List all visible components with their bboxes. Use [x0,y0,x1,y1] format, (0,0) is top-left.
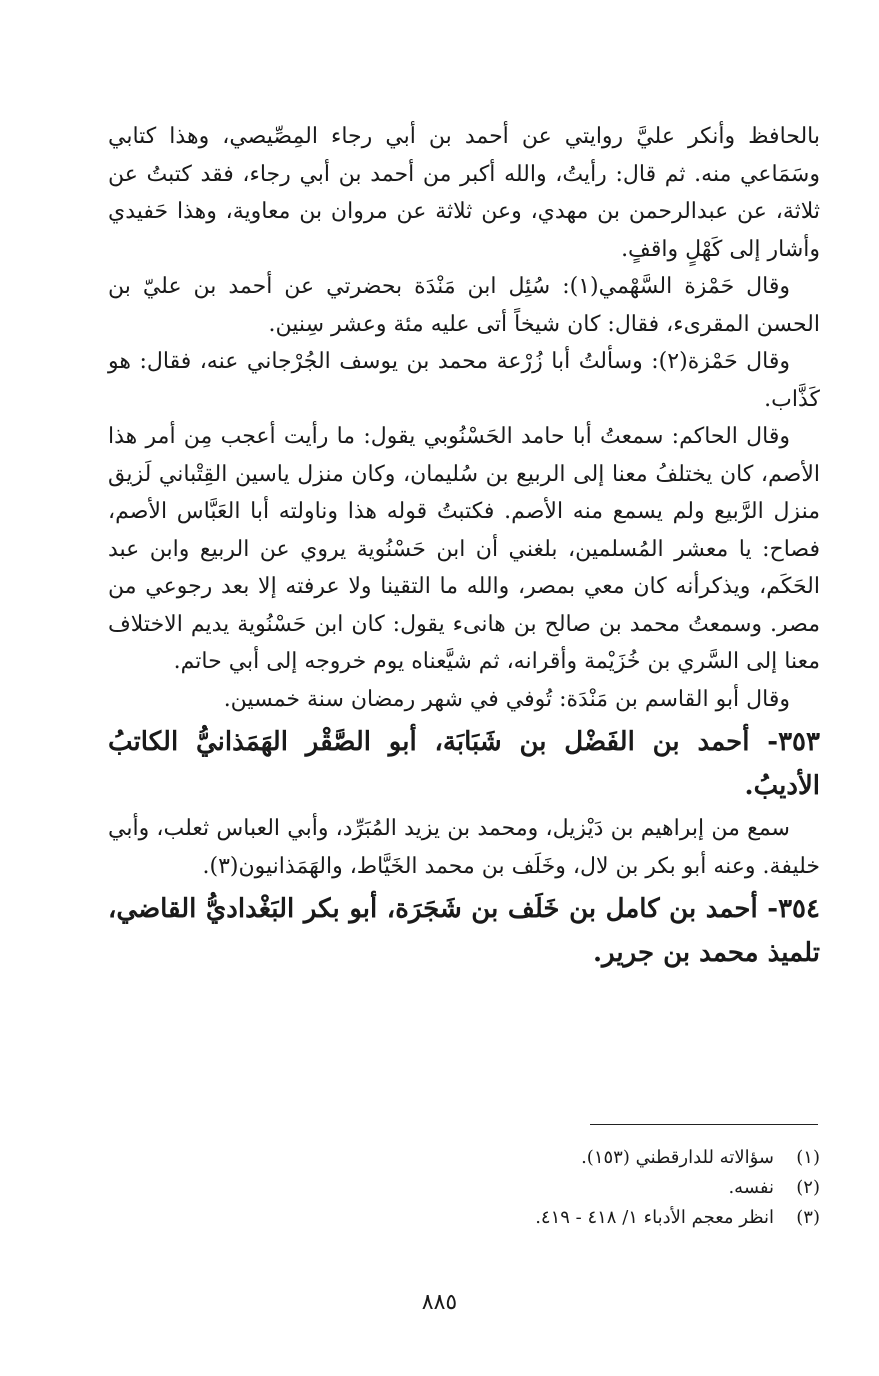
paragraph-hamza-sahmi: وقال حَمْزة السَّهْمي(١): سُئِل ابن مَنْدَة بحضرتي عن أحمد بن عليّ بن الحسن المقرىء، فقال: كان شيخاً أتى عليه مئة وعشر سِنين. [108,274,820,337]
footnote-text: سؤالاته للدارقطني (١٥٣). [581,1147,774,1168]
footnote-item [108,1143,820,1173]
footnote-divider [590,1124,818,1125]
footnote-text: انظر معجم الأدباء ١/ ٤١٨ - ٤١٩. [535,1207,774,1228]
footnote-item [108,1203,820,1233]
paragraph-entry-353: سمع من إبراهيم بن دَيْزيل، ومحمد بن يزيد المُبَرِّد، وأبي العباس ثعلب، وأبي خليفة. وعنه أبو بكر بن لال، وخَلَف بن محمد الخَيَّاط، والهَمَذانيون(٣). [108,816,820,879]
footnote-item [108,1173,820,1203]
paragraph-hamza-abu-zura: وقال حَمْزة(٢): وسألتُ أبا زُرْعة محمد بن يوسف الجُرْجاني عنه، فقال: هو كَذَّاب. [108,349,820,412]
page-number: ٨٨٥ [421,1290,458,1315]
footnote-number: (٢) [796,1177,820,1198]
paragraph-hakim: وقال الحاكم: سمعتُ أبا حامد الحَسْنُوبي يقول: ما رأيت أعجب مِن أمر هذا الأصم، كان يختلفُ معنا إلى الربيع بن سُليمان، وكان منزل ياسين القِتْباني لَزيق منزل الرَّبيع ولم يسمع منه الأصم. فكتبتُ قوله هذا وناولته أبا العَبَّاس الأصم، فصاح: يا معشر المُسلمين، بلغني أن ابن حَسْنُوية يروي عن الربيع وابن عبد الحَكَم، ويذكرأنه كان معي بمصر، والله ما التقينا ولا عرفته إلا بعد رجوعي من مصر. وسمعتُ محمد بن صالح بن هانىء يقول: كان ابن حَسْنُوية يديم الاختلاف معنا إلى السَّري بن خُزَيْمة وأقرانه، ثم شيَّعناه يوم خروجه إلى أبي حاتم. [108,424,820,674]
paragraph-continuation: بالحافظ وأنكر عليَّ روايتي عن أحمد بن أبي رجاء المِصِّيصي، وهذا كتابي وسَمَاعي منه. ثم قال: رأيتُ، والله أكبر من أحمد بن أبي رجاء، فقد كتبتُ عن ثلاثة، عن عبدالرحمن بن مهدي، وعن ثلاثة عن مروان بن معاوية، وهذا حَفيدي وأشار إلى كَهْلٍ واقفٍ. [108,124,820,262]
footnotes [108,1143,820,1233]
page-body [108,118,820,977]
footnote-number: (٣) [796,1207,820,1228]
footnote-number: (١) [796,1147,820,1168]
paragraph-ibn-manda-death: وقال أبو القاسم بن مَنْدَة: تُوفي في شهر رمضان سنة خمسين. [223,686,790,712]
footnote-text: نفسه. [728,1177,774,1198]
entry-heading-354: ٣٥٤- أحمد بن كامل بن خَلَف بن شَجَرَة، أبو بكر البَغْداديُّ القاضي، تلميذ محمد بن جرير. [108,894,820,968]
entry-heading-353: ٣٥٣- أحمد بن الفَضْل بن شَبَابَة، أبو الصَّقْر الهَمَذانيُّ الكاتبُ الأديبُ. [108,727,820,801]
